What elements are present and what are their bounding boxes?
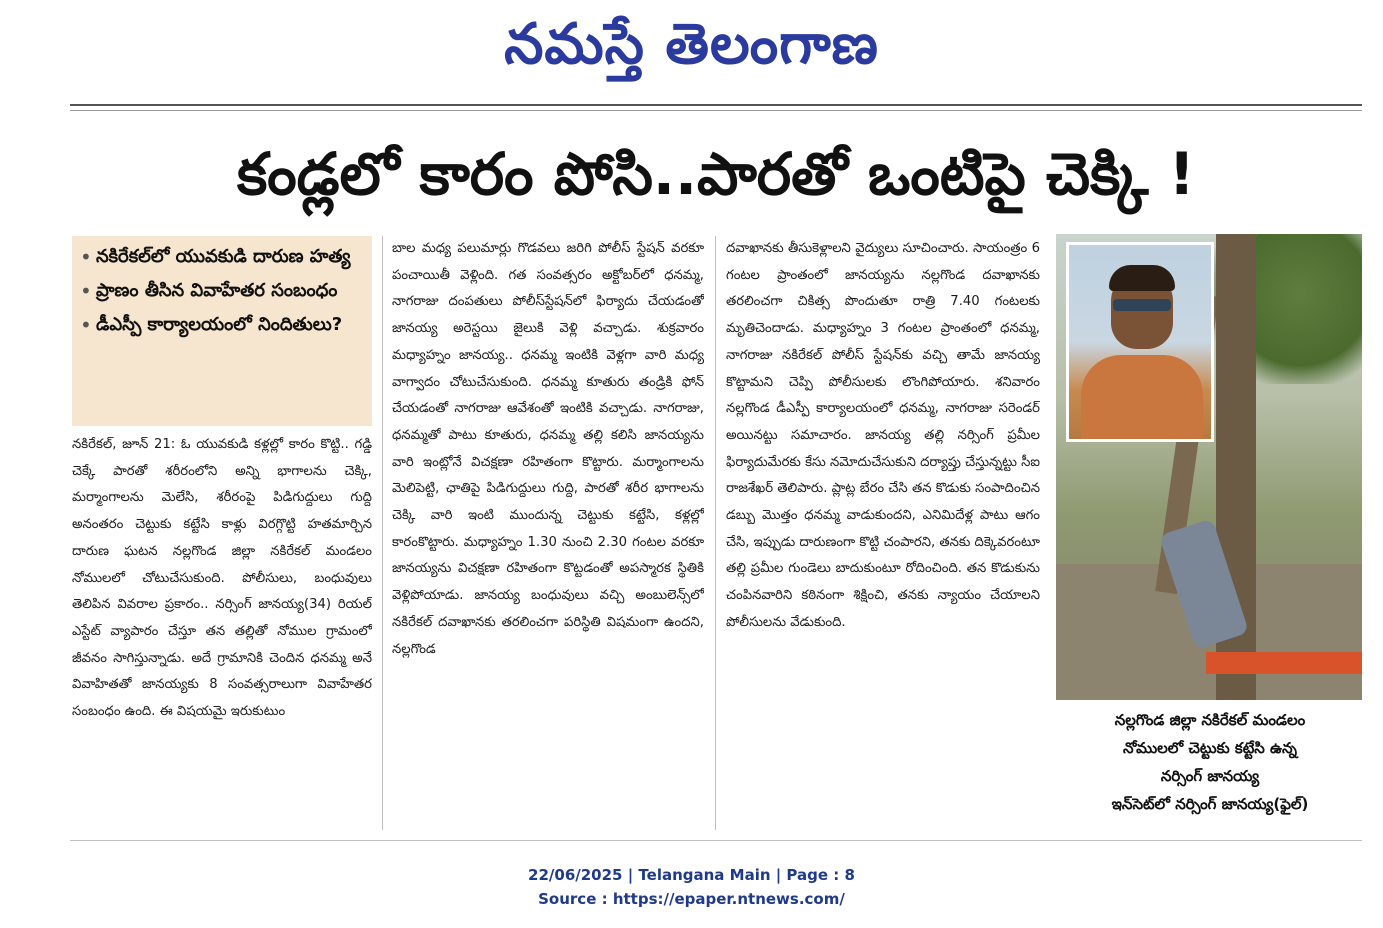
article-column-1: నకిరేకల్, జూన్ 21: ఓ యువకుడి కళ్లల్లో కారం కొట్టి.. గడ్డి చెక్కే పారతో శరీరంలోని అన్ని భాగాలను చెక్కి, మర్మాంగాలను మెలేసి, శరీరంపై పిడిగుద్దులు గుద్ది అనంతరం చెట్టుకు కట్టేసి కాళ్లు విరగ్గొట్టి హతమార్చిన దారుణ ఘటన నల్లగొండ జిల్లా నకిరేకల్ మండలం నోములలో చోటుచేసుకుంది. పోలీసులు, బంధువులు తెలిపిన వివరాల ప్రకారం.. నర్సింగ్ జానయ్య(34) రియల్ ఎస్టేట్ వ్యాపారం చేస్తూ తన తల్లితో నోముల గ్రామంలో జీవనం సాగిస్తున్నాడు. అదే గ్రామానికి చెందిన ధనమ్మ అనే వివాహితతో జానయ్యకు 8 సంవత్సరాలుగా వివాహేతర సంబంధం ఉంది. ఈ విషయమై ఇరుకుటుం — [72, 437, 372, 720]
highlight-item — [80, 310, 364, 340]
masthead-rule-thin — [70, 110, 1362, 111]
highlights-box — [72, 236, 372, 426]
highlight-item — [80, 242, 364, 272]
portrait-shirt — [1081, 355, 1203, 442]
painted-curb — [1206, 652, 1362, 674]
inset-portrait — [1066, 242, 1214, 442]
highlight-text: నకిరేకల్‌లో యువకుడి దారుణ హత్య — [96, 246, 351, 267]
article-headline: కండ్లలో కారం పోసి..పారతో ఒంటిపై చెక్కి ! — [236, 140, 1196, 208]
highlight-text: డీఎస్పీ కార్యాలయంలో నిందితులు? — [96, 314, 343, 335]
article-column-2: బాల మధ్య పలుమార్లు గొడవలు జరిగి పోలీస్ స్టేషన్ వరకూ పంచాయితీ వెళ్లింది. గత సంవత్సరం అక్టోబర్‌లో ధనమ్మ, నాగరాజు దంపతులు పోలీస్‌స్టేషన్‌లో ఫిర్యాదు చేయడంతో జానయ్య అరెస్టయి జైలుకి వెళ్లి వచ్చాడు. శుక్రవారం మధ్యాహ్నం జానయ్య.. ధనమ్మ ఇంటికి వెళ్లగా వారి మధ్య వాగ్వాదం చోటుచేసుకుంది. ధనమ్మ కూతురు తండ్రికి ఫోన్ చేయడంతో నాగరాజు ఆవేశంతో ఇంటికి వచ్చాడు. నాగరాజు, ధనమ్మతో పాటు కూతురు, ధనమ్మ తల్లి కలిసి జానయ్యను వారి ఇంట్లోనే విచక్షణా రహితంగా కొట్టారు. మర్మాంగాలను మెలిపెట్టి, ఛాతిపై పిడిగుద్దులు గుద్ది, పారతో శరీర భాగాలను చెక్కి వారి ఇంటి ముందున్న చెట్టుకు కట్టేసి, కళ్లల్లో కారంకొట్టారు. మధ్యాహ్నం 1.30 నుంచి 2.30 గంటల వరకూ జానయ్యను విచక్షణా రహితంగా కొట్టడంతో అపస్మారక స్థితికి వెళ్లిపోయాడు. జానయ్య బంధువులు వచ్చి అంబులెన్స్‌లో నకిరేకల్ దవాఖానకు తరలించగా పరిస్థితి విషమంగా ఉందని, నల్లగొండ — [392, 241, 704, 657]
highlight-item — [80, 276, 364, 306]
article-column-3: దవాఖానకు తీసుకెళ్లాలని వైద్యులు సూచించారు. సాయంత్రం 6 గంటల ప్రాంతంలో జానయ్యను నల్లగొండ దవాఖానకు తరలించగా చికిత్స పొందుతూ రాత్రి 7.40 గంటలకు మృతిచెందాడు. మధ్యాహ్నం 3 గంటల ప్రాంతంలో ధనమ్మ, నాగరాజు నకిరేకల్ పోలీస్ స్టేషన్‌కు వచ్చి తామే జానయ్య కొట్టామని చెప్పి పోలీసులకు లొంగిపోయారు. శనివారం నల్లగొండ డీఎస్పీ కార్యాలయంలో ధనమ్మ, నాగరాజు సరెండర్ అయినట్టు సమాచారం. జానయ్య తల్లి నర్సింగ్ ప్రమీల ఫిర్యాదుమేరకు కేసు నమోదుచేసుకుని దర్యాప్తు చేస్తున్నట్టు సీఐ రాజశేఖర్ తెలిపారు. ప్లాట్ల బేరం చేసి తన కొడుకు సంపాదించిన డబ్బు మొత్తం ధనమ్మ వాడుకుందని, ఎనిమిదేళ్ల పాటు ఆగం చేసి, ఇప్పుడు దారుణంగా కొట్టి చంపారని, తనకు దిక్కెవరంటూ తల్లి ప్రమీల గుండెలు బాదుకుంటూ రోదించింది. తన కొడుకును చంపినవారిని కఠినంగా శిక్షించి, తనకు న్యాయం చేయాలని పోలీసులను వేడుకుంది. — [726, 241, 1040, 630]
footer-edition-info: 22/06/2025 | Telangana Main | Page : 8 — [528, 866, 855, 884]
bullet-icon: • — [80, 313, 92, 337]
column-divider — [715, 236, 716, 830]
highlight-text: ప్రాణం తీసిన వివాహేతర సంబంధం — [96, 280, 338, 301]
caption-line: ఇన్‌సెట్‌లో నర్సింగ్ జానయ్య(ఫైల్) — [1111, 795, 1309, 813]
footer-source-link[interactable]: Source : https://epaper.ntnews.com/ — [538, 890, 845, 908]
column-divider — [382, 236, 383, 830]
news-photo — [1056, 234, 1362, 700]
masthead-rule — [70, 104, 1362, 106]
bullet-icon: • — [80, 245, 92, 269]
footer-rule — [70, 840, 1362, 841]
sunglasses-icon — [1113, 299, 1171, 311]
caption-line: నోములలో చెట్టుకు కట్టేసి ఉన్న — [1123, 739, 1297, 757]
portrait-hair — [1109, 265, 1175, 291]
newspaper-masthead: నమస్తే తెలంగాణ — [504, 12, 879, 77]
caption-line: నల్లగొండ జిల్లా నకిరేకల్ మండలం — [1114, 711, 1306, 729]
bullet-icon: • — [80, 279, 92, 303]
photo-caption — [1070, 706, 1350, 824]
caption-line: నర్సింగ్ జానయ్య — [1160, 767, 1260, 785]
